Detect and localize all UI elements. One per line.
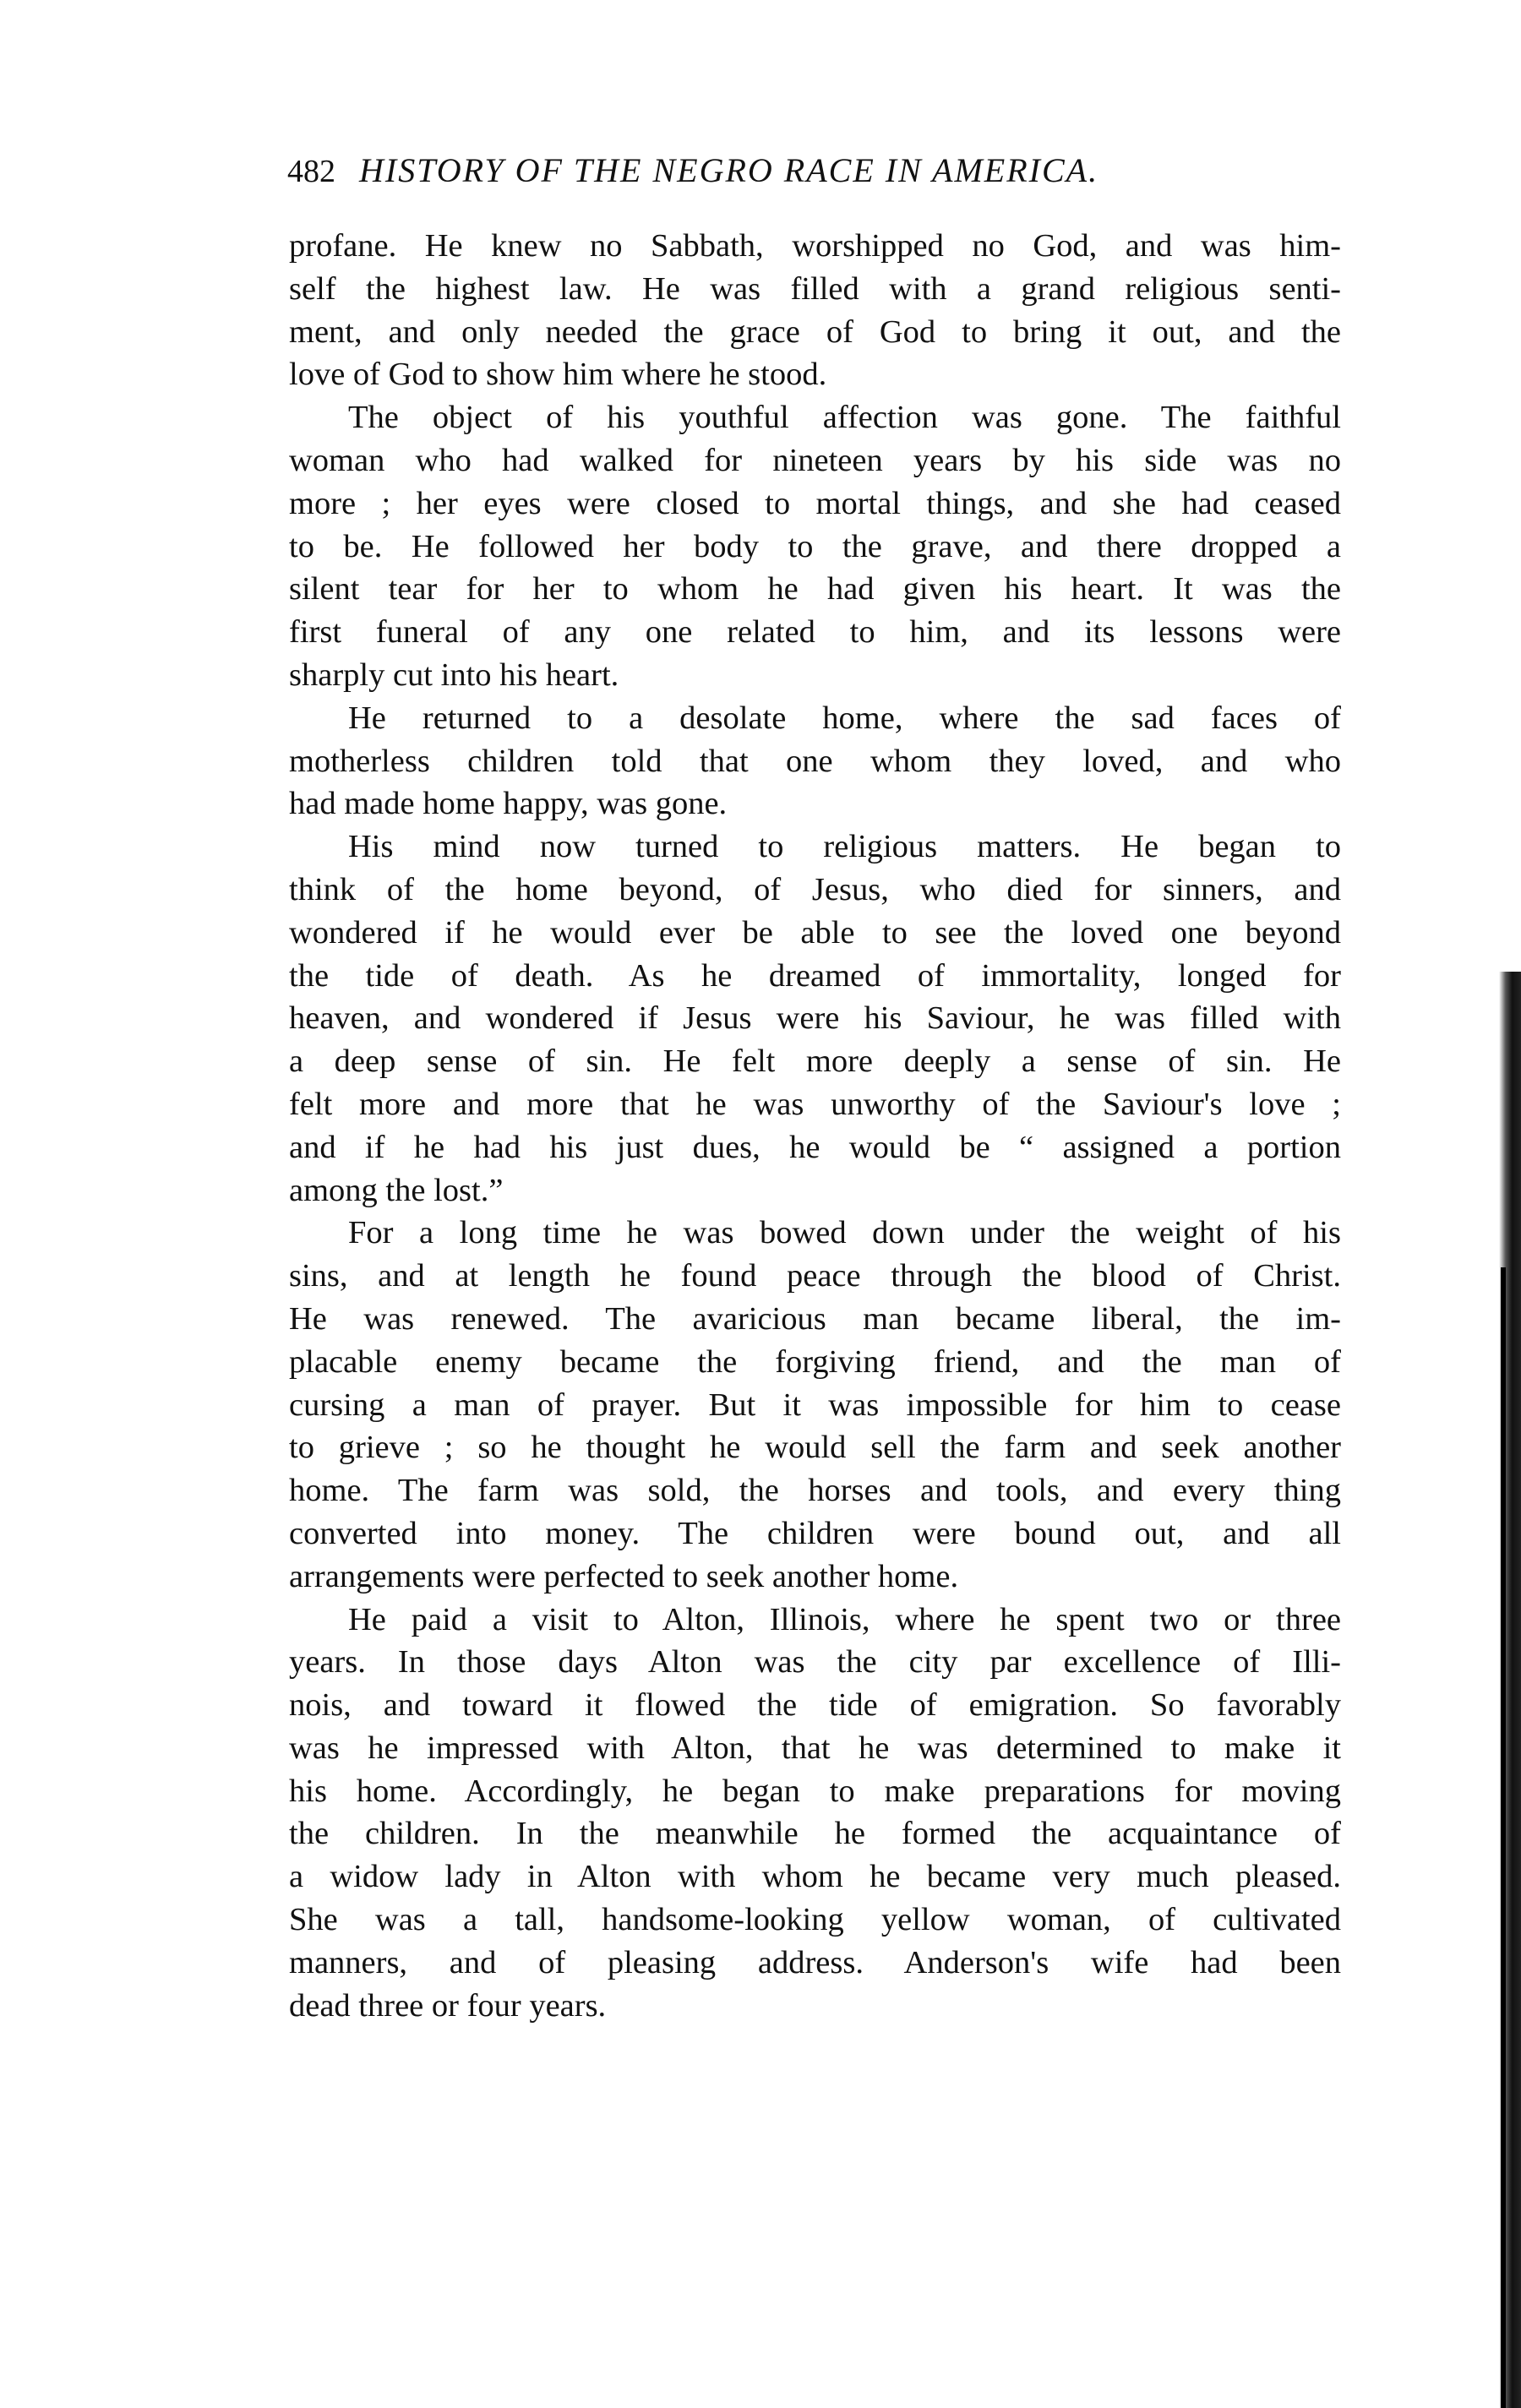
text-line: first funeral of any one related to him, and its lessons were [289,614,1341,651]
text-line: The object of his youthful affection was gone. The faithful [348,400,1341,436]
text-line: more ; her eyes were closed to mortal things, and she had ceased [289,485,1341,521]
text-line: home. The farm was sold, the horses and tools, and every thing [289,1473,1341,1509]
body-text [289,225,1341,2027]
paragraph [289,1599,1341,2028]
text-line: his home. Accordingly, he began to make preparations for moving [289,1773,1341,1809]
text-line: motherless children told that one whom they loved, and who [289,743,1341,779]
paragraph [289,825,1341,1212]
paragraph [289,225,1341,396]
text-line: arrangements were perfected to seek another home. [289,1558,959,1594]
running-header [287,150,1352,201]
scan-edge-line [1501,1267,1506,2408]
text-line: He paid a visit to Alton, Illinois, where he spent two or three [348,1601,1341,1637]
text-line: For a long time he was bowed down under the weight of his [348,1215,1341,1251]
running-title: HISTORY OF THE NEGRO RACE IN AMERICA. [359,151,1099,189]
text-line: woman who had walked for nineteen years by his side was no [289,442,1341,478]
text-line: a widow lady in Alton with whom he became very much pleased. [289,1859,1341,1895]
text-line: heaven, and wondered if Jesus were his Saviour, he was filled with [289,1000,1341,1037]
text-line: He was renewed. The avaricious man became liberal, the im- [289,1300,1341,1337]
text-line: dead three or four years. [289,1987,607,2024]
text-line: the tide of death. As he dreamed of immortality, longed for [289,957,1341,994]
text-line: was he impressed with Alton, that he was determined to make it [289,1730,1341,1766]
text-line: cursing a man of prayer. But it was impossible for him to cease [289,1387,1341,1423]
paragraph [289,396,1341,697]
text-line: sins, and at length he found peace through the blood of Christ. [289,1258,1341,1294]
text-line: placable enemy became the forgiving friend, and the man of [289,1343,1341,1380]
text-line: She was a tall, handsome-looking yellow woman, of cultivated [289,1902,1341,1938]
text-line: to be. He followed her body to the grave, and there dropped a [289,528,1341,564]
text-line: ment, and only needed the grace of God to bring it out, and the [289,313,1341,350]
page-number: 482 [287,154,335,189]
text-line: manners, and of pleasing address. Anderson's wife had been [289,1944,1341,1980]
text-line: the children. In the meanwhile he formed the acquaintance of [289,1816,1341,1852]
text-line: love of God to show him where he stood. [289,357,827,393]
paragraph [289,697,1341,825]
text-line: and if he had his just dues, he would be “ assigned a portion [289,1129,1341,1165]
text-line: had made home happy, was gone. [289,786,728,822]
text-line: converted into money. The children were bound out, and all [289,1515,1341,1551]
text-line: profane. He knew no Sabbath, worshipped no God, and was him- [289,228,1341,264]
text-line: His mind now turned to religious matters. He began to [348,829,1341,865]
text-line: among the lost.” [289,1172,504,1208]
text-line: a deep sense of sin. He felt more deeply a sense of sin. He [289,1043,1341,1080]
text-line: to grieve ; so he thought he would sell the farm and seek another [289,1430,1341,1466]
text-line: felt more and more that he was unworthy of the Saviour's love ; [289,1086,1341,1122]
text-line: think of the home beyond, of Jesus, who died for sinners, and [289,871,1341,907]
paragraph [289,1212,1341,1598]
text-line: He returned to a desolate home, where the sad faces of [348,700,1341,736]
text-line: self the highest law. He was filled with a grand religious senti- [289,270,1341,307]
text-line: sharply cut into his heart. [289,656,619,693]
text-line: years. In those days Alton was the city par excellence of Illi- [289,1644,1341,1681]
text-line: wondered if he would ever be able to see the loved one beyond [289,914,1341,951]
text-line: silent tear for her to whom he had given his heart. It was the [289,571,1341,607]
text-line: nois, and toward it flowed the tide of emigration. So favorably [289,1687,1341,1724]
